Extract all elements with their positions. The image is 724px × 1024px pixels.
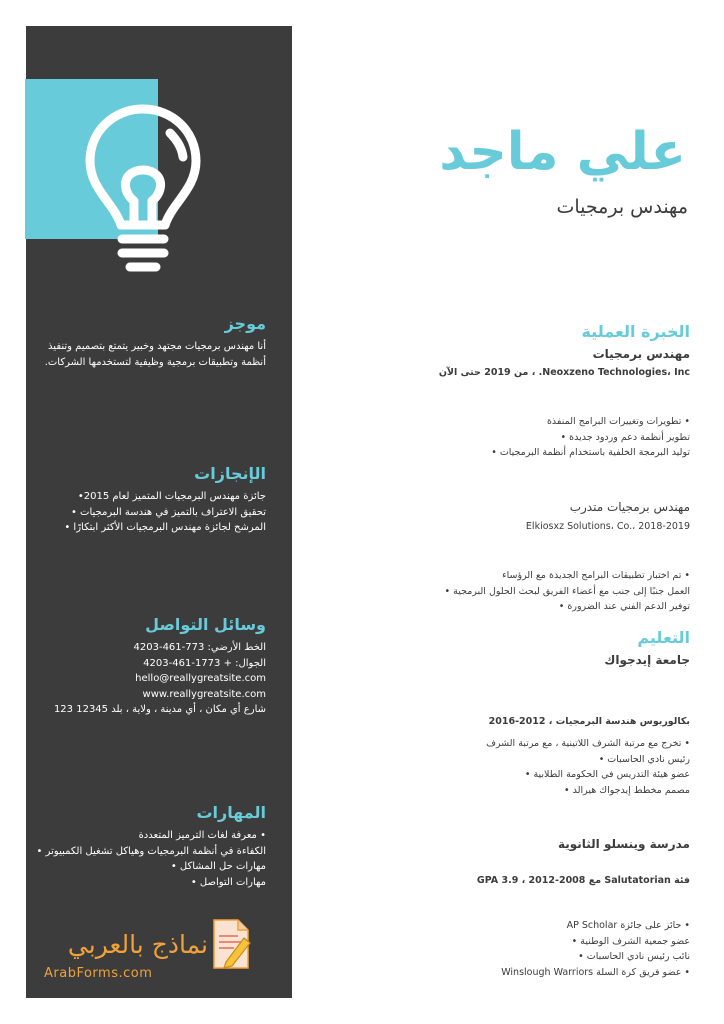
logo-arabic-text: نماذج بالعربي [67,930,208,959]
note-item: مصمم مخطط إيدجواك هيرالد • [563,784,690,796]
job-meta [330,367,690,378]
achievement-item: المرشح لجائزة مهندس البرمجيات الأكثر ابتكارًا • [64,522,266,533]
achievements-section [26,464,266,536]
achievement-item: تحقيق الاعتراف بالتميز في هندسة البرمجيات • [70,506,266,518]
school-name-text: جامعة إيدجواك [604,653,690,667]
skills-section [26,803,266,890]
logo-latin-text: ArabForms.com [44,966,153,981]
summary-section [26,314,266,370]
school-name [330,837,690,851]
note-item: • عضو فريق كرة السلة Winslough Warriors [501,966,690,978]
school-meta [330,716,690,727]
contact-mobile: الجوال: + 1773-461-4203 [143,657,266,669]
job-meta-text: Elkiosxz Solutions، Co.، 2018-2019 [525,521,690,532]
contact-title: وسائل التواصل [145,615,266,634]
arabforms-logo [32,916,252,986]
experience-section [330,322,690,341]
education-title: التعليم [637,628,690,647]
duty-item: • تطويرات وتغييرات البرامج المنفذة [546,416,690,427]
school-notes [330,736,690,798]
school-meta-text: فئة Salutatorian مع 2008-2012 ، GPA 3.9 [476,875,690,886]
contact-website[interactable]: www.reallygreatsite.com [142,688,266,700]
job-role [330,500,690,514]
school-meta [330,875,690,886]
note-item: نائب رئيس نادي الحاسبات • [578,951,690,962]
summary-line: أنا مهندس برمجيات مجتهد وخبير يتمتع بتصميم وتنفيذ [48,341,266,352]
summary-line: أنظمة وتطبيقات برمجية وظيفية لتستخدمها الشركات. [44,356,266,368]
note-item: عضو جمعية الشرف الوطنية • [571,935,690,947]
document-pencil-icon [208,916,252,972]
contact-section [26,615,266,718]
school-meta-text: بكالوريوس هندسة البرمجيات ، 2012-2016 [488,716,690,727]
note-item: • تخرج مع مرتبة الشرف اللاتينية ، مع مرتبة الشرف [486,738,690,749]
achievements-title: الإنجازات [194,464,266,483]
duty-item: • تم اختبار تطبيقات البرامج الجديدة مع الرؤساء [502,570,690,581]
contact-landline: الخط الأرضي: 773-461-4203 [133,642,266,653]
job-duties [330,568,690,615]
note-item: • حائز على جائزة AP Scholar [566,920,690,931]
skills-title: المهارات [196,803,266,822]
lightbulb-icon [84,103,202,283]
note-item: عضو هيئة التدريس في الحكومة الطلابية • [524,769,690,780]
duty-item: العمل جنبًا إلى جنب مع أعضاء الفريق لبحث الحلول البرمجية • [444,585,690,597]
contact-address: شارع أي مكان ، أي مدينة ، ولاية ، بلد 12345 123 [53,704,266,715]
school-notes [330,918,690,980]
duty-item: توليد البرمجة الخلفية باستخدام أنظمة البرمجيات • [491,447,690,458]
job-role-text: مهندس برمجيات [592,347,690,361]
job-meta-text: Neoxzeno Technologies، Inc. ، من 2019 حتى الآن [438,367,690,378]
duty-item: توفير الدعم الفني عند الضرورة • [558,601,690,612]
note-item: رئيس نادي الحاسبات • [598,753,690,765]
skill-item: الكفاءة في أنظمة البرمجيات وهياكل تشغيل الكمبيوتر • [36,845,266,857]
achievement-item: جائزة مهندس البرمجيات المتميز لعام 2015• [77,491,266,502]
job-role [330,347,690,361]
skill-item: مهارات التواصل • [190,876,266,888]
person-name: علي ماجد [439,122,686,182]
job-duties [330,414,690,461]
school-name [330,653,690,667]
job-title: مهندس برمجيات [556,196,688,218]
experience-title: الخبرة العملية [581,322,690,341]
skill-item: مهارات حل المشاكل • [170,861,266,872]
school-name-text: مدرسة وينسلو الثانوية [557,837,690,851]
contact-email[interactable]: hello@reallygreatsite.com [135,673,266,684]
job-role-text: مهندس برمجيات متدرب [569,500,690,514]
summary-title: موجز [224,314,266,333]
education-section [330,628,690,647]
skill-item: • معرفة لغات الترميز المتعددة [138,830,266,841]
job-meta [330,521,690,532]
duty-item: تطوير أنظمة دعم وردود جديدة • [560,431,690,443]
